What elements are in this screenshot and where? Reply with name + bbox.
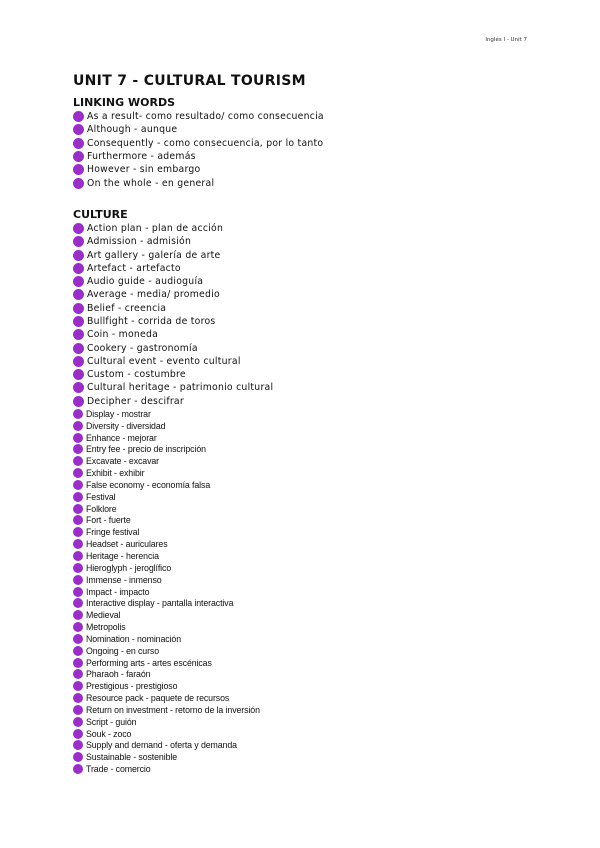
list-item xyxy=(73,704,533,716)
purple-circle-bullet-icon xyxy=(73,396,84,407)
list-item xyxy=(73,368,533,381)
list-item-text: Admission - admisión xyxy=(87,236,192,248)
culture-list-secondary xyxy=(73,408,533,775)
purple-circle-bullet-icon xyxy=(73,492,83,502)
list-item-text: However - sin embargo xyxy=(87,164,201,176)
purple-circle-bullet-icon xyxy=(73,504,83,514)
list-item xyxy=(73,355,533,368)
purple-circle-bullet-icon xyxy=(73,622,83,632)
list-item-text: Display - mostrar xyxy=(86,408,151,419)
purple-circle-bullet-icon xyxy=(73,669,83,679)
purple-circle-bullet-icon xyxy=(73,343,84,354)
list-item-text: Coin - moneda xyxy=(87,329,159,341)
list-item-text: Sustainable - sostenible xyxy=(86,752,178,763)
list-item xyxy=(73,633,533,645)
purple-circle-bullet-icon xyxy=(73,658,83,668)
list-item-text: Belief - creencia xyxy=(87,302,167,314)
list-item xyxy=(73,381,533,394)
purple-circle-bullet-icon xyxy=(73,369,84,380)
purple-circle-bullet-icon xyxy=(73,610,83,620)
list-item-text: Festival xyxy=(86,491,116,502)
list-item-text: Nomination - nominación xyxy=(86,633,182,644)
list-item-text: Fort - fuerte xyxy=(86,515,131,526)
purple-circle-bullet-icon xyxy=(73,729,83,739)
list-item-text: Hieroglyph - jeroglífico xyxy=(86,562,172,573)
list-item xyxy=(73,491,533,503)
culture-list-primary xyxy=(73,222,533,408)
list-item xyxy=(73,455,533,467)
purple-circle-bullet-icon xyxy=(73,316,84,327)
purple-circle-bullet-icon xyxy=(73,646,83,656)
list-item xyxy=(73,657,533,669)
list-item-text: Consequently - como consecuencia, por lo tanto xyxy=(87,137,324,149)
list-item-text: As a result- como resultado/ como consecuencia xyxy=(87,111,324,123)
list-item xyxy=(73,716,533,728)
purple-circle-bullet-icon xyxy=(73,717,83,727)
list-item xyxy=(73,110,533,123)
purple-circle-bullet-icon xyxy=(73,598,83,608)
list-item-text: Diversity - diversidad xyxy=(86,420,166,431)
list-item xyxy=(73,574,533,586)
linking-words-list xyxy=(73,110,533,190)
purple-circle-bullet-icon xyxy=(73,444,83,454)
list-item xyxy=(73,408,533,420)
purple-circle-bullet-icon xyxy=(73,527,83,537)
page-header-note: Inglés I - Unit 7 xyxy=(485,37,527,43)
purple-circle-bullet-icon xyxy=(73,223,84,234)
list-item-text: Medieval xyxy=(86,610,121,621)
list-item-text: Exhibit - exhibir xyxy=(86,468,145,479)
purple-circle-bullet-icon xyxy=(73,303,84,314)
list-item xyxy=(73,137,533,150)
list-item-text: Performing arts - artes escénicas xyxy=(86,657,212,668)
document-body xyxy=(73,72,533,775)
list-item-text: Immense - inmenso xyxy=(86,574,162,585)
purple-circle-bullet-icon xyxy=(73,164,84,175)
list-item-text: Fringe festival xyxy=(86,527,140,538)
list-item-text: Enhance - mejorar xyxy=(86,432,157,443)
list-item xyxy=(73,680,533,692)
list-item xyxy=(73,315,533,328)
list-item xyxy=(73,597,533,609)
list-item-text: Decipher - descifrar xyxy=(87,395,184,407)
list-item-text: Folklore xyxy=(86,503,117,514)
list-item xyxy=(73,479,533,491)
purple-circle-bullet-icon xyxy=(73,151,84,162)
purple-circle-bullet-icon xyxy=(73,480,83,490)
purple-circle-bullet-icon xyxy=(73,111,84,122)
list-item-text: Trade - comercio xyxy=(86,764,151,775)
list-item-text: Bullfight - corrida de toros xyxy=(87,316,216,327)
list-item xyxy=(73,692,533,704)
list-item-text: Excavate - excavar xyxy=(86,456,160,467)
list-item xyxy=(73,503,533,515)
purple-circle-bullet-icon xyxy=(73,421,83,431)
list-item xyxy=(73,262,533,275)
list-item-text: Metropolis xyxy=(86,622,126,633)
purple-circle-bullet-icon xyxy=(73,693,83,703)
list-item xyxy=(73,763,533,775)
list-item-text: Prestigious - prestigioso xyxy=(86,681,178,692)
purple-circle-bullet-icon xyxy=(73,124,84,135)
list-item xyxy=(73,328,533,341)
list-item-text: Heritage - herencia xyxy=(86,550,159,561)
list-item-text: Although - aunque xyxy=(87,124,178,136)
list-item xyxy=(73,538,533,550)
purple-circle-bullet-icon xyxy=(73,329,84,340)
list-item-text: Furthermore - además xyxy=(87,151,196,163)
list-item-text: Audio guide - audioguía xyxy=(87,276,204,288)
list-item-text: Interactive display - pantalla interactiva xyxy=(86,598,234,609)
list-item xyxy=(73,432,533,444)
list-item-text: Entry fee - precio de inscripción xyxy=(86,444,206,455)
list-item xyxy=(73,740,533,752)
linking-words-heading: LINKING WORDS xyxy=(73,96,175,109)
list-item xyxy=(73,235,533,248)
list-item xyxy=(73,562,533,574)
list-item-text: False economy - economía falsa xyxy=(86,479,211,490)
list-item-text: Return on investment - retorno de la inversión xyxy=(86,704,260,715)
list-item-text: Custom - costumbre xyxy=(87,369,186,381)
list-item xyxy=(73,550,533,562)
list-item-text: Impact - impacto xyxy=(86,586,150,597)
list-item-text: Souk - zoco xyxy=(86,728,132,739)
purple-circle-bullet-icon xyxy=(73,138,84,149)
list-item-text: Cookery - gastronomía xyxy=(87,342,198,354)
list-item xyxy=(73,176,533,189)
purple-circle-bullet-icon xyxy=(73,539,83,549)
purple-circle-bullet-icon xyxy=(73,468,83,478)
list-item xyxy=(73,420,533,432)
purple-circle-bullet-icon xyxy=(73,740,83,750)
purple-circle-bullet-icon xyxy=(73,705,83,715)
list-item xyxy=(73,302,533,315)
list-item-text: Supply and demand - oferta y demanda xyxy=(86,740,237,751)
list-item-text: Artefact - artefacto xyxy=(87,262,181,274)
list-item xyxy=(73,728,533,740)
purple-circle-bullet-icon xyxy=(73,276,84,287)
purple-circle-bullet-icon xyxy=(73,289,84,300)
list-item-text: Art gallery - galería de arte xyxy=(87,249,221,261)
list-item xyxy=(73,395,533,408)
list-item-text: Cultural event - evento cultural xyxy=(87,355,241,367)
list-item xyxy=(73,163,533,176)
purple-circle-bullet-icon xyxy=(73,456,83,466)
list-item xyxy=(73,586,533,598)
list-item xyxy=(73,222,533,235)
list-item xyxy=(73,443,533,455)
purple-circle-bullet-icon xyxy=(73,356,84,367)
purple-circle-bullet-icon xyxy=(73,263,84,274)
list-item xyxy=(73,645,533,657)
purple-circle-bullet-icon xyxy=(73,409,83,419)
list-item xyxy=(73,288,533,301)
list-item-text: Script - guión xyxy=(86,716,137,727)
list-item xyxy=(73,526,533,538)
list-item xyxy=(73,275,533,288)
purple-circle-bullet-icon xyxy=(73,764,83,774)
list-item-text: Resource pack - paquete de recursos xyxy=(86,693,230,704)
list-item-text: Pharaoh - faraón xyxy=(86,669,151,680)
purple-circle-bullet-icon xyxy=(73,382,84,393)
list-item-text: Average - media/ promedio xyxy=(87,289,220,301)
purple-circle-bullet-icon xyxy=(73,250,84,261)
list-item xyxy=(73,467,533,479)
list-item xyxy=(73,609,533,621)
culture-heading: CULTURE xyxy=(73,207,128,221)
list-item xyxy=(73,123,533,136)
purple-circle-bullet-icon xyxy=(73,563,83,573)
list-item xyxy=(73,669,533,681)
list-item-text: Action plan - plan de acción xyxy=(87,222,224,234)
list-item-text: On the whole - en general xyxy=(87,177,215,189)
page-title: UNIT 7 - CULTURAL TOURISM xyxy=(73,73,306,89)
list-item xyxy=(73,341,533,354)
list-item-text: Cultural heritage - patrimonio cultural xyxy=(87,382,274,394)
purple-circle-bullet-icon xyxy=(73,433,83,443)
list-item xyxy=(73,515,533,527)
list-item xyxy=(73,150,533,163)
list-item-text: Headset - auriculares xyxy=(86,539,168,550)
purple-circle-bullet-icon xyxy=(73,178,84,189)
purple-circle-bullet-icon xyxy=(73,575,83,585)
purple-circle-bullet-icon xyxy=(73,681,83,691)
purple-circle-bullet-icon xyxy=(73,634,83,644)
purple-circle-bullet-icon xyxy=(73,515,83,525)
purple-circle-bullet-icon xyxy=(73,587,83,597)
list-item-text: Ongoing - en curso xyxy=(86,645,160,656)
list-item xyxy=(73,751,533,763)
purple-circle-bullet-icon xyxy=(73,236,84,247)
list-item xyxy=(73,248,533,261)
purple-circle-bullet-icon xyxy=(73,551,83,561)
list-item xyxy=(73,621,533,633)
purple-circle-bullet-icon xyxy=(73,752,83,762)
